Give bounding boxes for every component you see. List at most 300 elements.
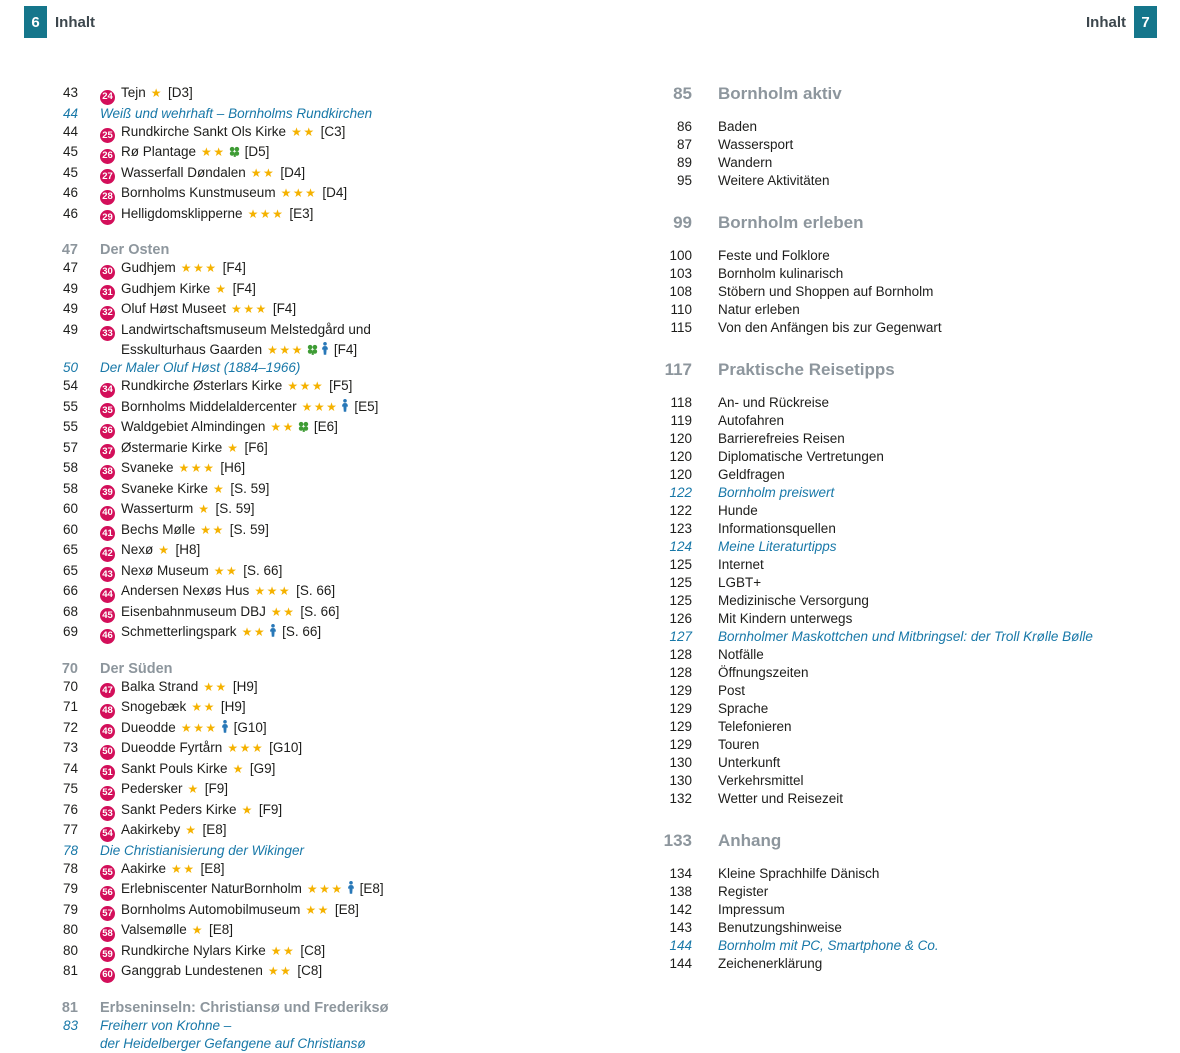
entry-title: Register [718, 884, 769, 899]
page-number: 46 [62, 205, 78, 221]
map-grid-reference: [H8] [175, 542, 201, 557]
entry-title: Andersen Nexøs Hus [121, 583, 250, 598]
entry-content [718, 831, 781, 851]
toc-body [0, 38, 1180, 1053]
toc-entry [630, 118, 1093, 136]
map-grid-reference: [E3] [289, 205, 314, 221]
poi-number-badge: 53 [100, 806, 115, 821]
entry-title: Bornholm erleben [718, 213, 864, 232]
toc-entry [630, 556, 1093, 574]
page-number: 65 [62, 542, 78, 557]
page-number: 127 [669, 629, 692, 644]
entry-title: Erlebniscenter NaturBornholm [121, 881, 302, 896]
toc-entry [630, 919, 1093, 937]
toc-entry [30, 164, 600, 185]
poi-number-badge: 47 [100, 683, 115, 698]
entry-title: Feste und Folklore [718, 248, 830, 263]
entry-title: Medizinische Versorgung [718, 593, 869, 608]
page-number: 143 [669, 920, 692, 935]
page-number: 110 [670, 302, 692, 317]
toc-entry [30, 780, 600, 801]
rating-stars: ★★★ [287, 379, 325, 393]
page-number: 144 [669, 956, 692, 971]
rating-stars: ★ [227, 440, 240, 455]
page-number: 45 [62, 164, 78, 180]
poi-number-badge: 51 [100, 765, 115, 780]
rating-stars: ★★★ [301, 399, 339, 414]
page-number: 117 [664, 360, 692, 379]
entry-title: Nexø Museum [121, 562, 209, 578]
map-grid-reference: [D5] [244, 144, 270, 159]
essay-title: Meine Literaturtipps [718, 539, 837, 554]
poi-number-badge: 42 [100, 547, 115, 562]
entry-content [100, 184, 347, 205]
map-grid-reference: [G9] [249, 760, 276, 776]
toc-entry [30, 942, 600, 963]
map-grid-reference: [G10] [269, 740, 303, 755]
toc-subheading [30, 241, 600, 259]
toc-entry [30, 860, 600, 881]
entry-content [100, 880, 384, 901]
entry-content [718, 700, 768, 718]
toc-entry [30, 398, 600, 419]
entry-title: Bornholm aktiv [718, 84, 842, 103]
header-right [1086, 6, 1157, 38]
entry-title: Aakirke [121, 860, 167, 876]
page-number: 103 [669, 266, 692, 281]
poi-number-badge: 30 [100, 265, 115, 280]
poi-number-badge: 50 [100, 745, 115, 760]
poi-number-badge: 43 [100, 567, 115, 582]
rating-stars: ★ [215, 281, 228, 296]
toc-right-column [600, 84, 1093, 1053]
entry-content [718, 172, 830, 190]
entry-title: Schmetterlingspark [121, 624, 237, 639]
entry-content [718, 247, 830, 265]
entry-content [718, 136, 793, 154]
page-number: 134 [669, 866, 692, 881]
page-number-block-left: 6 [24, 6, 47, 38]
toc-entry [30, 184, 600, 205]
entry-content [100, 921, 233, 942]
poi-number-badge: 59 [100, 947, 115, 962]
entry-title: Sprache [718, 701, 769, 716]
map-grid-reference: [S. 66] [300, 603, 340, 619]
entry-content [718, 955, 822, 973]
entry-title: Wetter und Reisezeit [718, 791, 844, 806]
page-number: 71 [62, 699, 78, 714]
entry-content [100, 660, 173, 678]
entry-title: Oluf Høst Museet [121, 301, 227, 316]
toc-entry [30, 143, 600, 164]
clover-icon [229, 145, 240, 160]
map-grid-reference: [F4] [232, 280, 256, 296]
toc-entry [30, 418, 600, 439]
map-grid-reference: [E8] [209, 922, 234, 937]
entry-title: Wassersport [718, 137, 794, 152]
entry-content [718, 301, 800, 319]
rating-stars: ★★ [250, 165, 276, 180]
rating-stars: ★★ [270, 943, 296, 958]
entry-content [718, 118, 757, 136]
toc-entry [630, 718, 1093, 736]
page-number: 129 [669, 719, 692, 734]
page-number: 125 [669, 593, 692, 608]
rating-stars: ★★★ [254, 584, 292, 598]
entry-title: Von den Anfängen bis zur Gegenwart [718, 320, 942, 335]
page-number: 99 [673, 213, 692, 232]
poi-number-badge: 37 [100, 444, 115, 459]
map-grid-reference: [F4] [272, 301, 297, 316]
entry-content [718, 610, 852, 628]
entry-title: Valsemølle [121, 922, 187, 937]
toc-entry [630, 664, 1093, 682]
toc-entry [30, 259, 600, 280]
entry-title: Snogebæk [121, 699, 187, 714]
entry-content [718, 520, 836, 538]
page-number: 44 [62, 123, 78, 139]
toc-entry [630, 136, 1093, 154]
family-icon [341, 400, 349, 415]
entry-title: Bornholms Kunstmuseum [121, 185, 276, 200]
entry-title: Benutzungshinweise [718, 920, 842, 935]
page-number: 138 [669, 884, 692, 899]
page-number: 60 [62, 521, 78, 537]
map-grid-reference: [S. 59] [229, 521, 269, 537]
essay-title: Der Maler Oluf Høst (1884–1966) [100, 360, 301, 375]
toc-entry [30, 480, 600, 501]
poi-number-badge: 49 [100, 724, 115, 739]
page-number: 77 [62, 822, 78, 837]
entry-title: Praktische Reisetipps [718, 360, 895, 379]
entry-content [100, 359, 300, 377]
entry-content [100, 480, 269, 501]
poi-number-badge: 45 [100, 608, 115, 623]
page-number: 108 [669, 284, 692, 299]
rating-stars: ★★ [213, 563, 239, 578]
map-grid-reference: [F9] [204, 781, 229, 796]
map-grid-reference: [E6] [313, 419, 338, 434]
poi-number-badge: 31 [100, 285, 115, 300]
entry-title: Tejn [121, 85, 146, 100]
map-grid-reference: [C3] [320, 123, 346, 139]
page-number: 129 [669, 737, 692, 752]
page-number: 57 [62, 439, 78, 455]
page-number: 58 [62, 460, 78, 475]
page-number: 72 [62, 719, 78, 735]
poi-number-badge: 40 [100, 506, 115, 521]
toc-entry [630, 955, 1093, 973]
page-number: 49 [62, 280, 78, 296]
page-number: 75 [62, 781, 78, 796]
entry-content [718, 937, 939, 955]
entry-content [100, 123, 345, 144]
toc-entry [630, 592, 1093, 610]
entry-content [100, 942, 325, 963]
toc-entry [30, 439, 600, 460]
page-number: 76 [62, 801, 78, 817]
entry-title: Bechs Mølle [121, 521, 196, 537]
entry-title: Autofahren [718, 413, 785, 428]
page-number: 73 [62, 740, 78, 755]
entry-content [100, 999, 388, 1017]
entry-content [718, 538, 837, 556]
rating-stars: ★★★ [280, 186, 318, 200]
page-number: 70 [61, 660, 78, 677]
rating-stars: ★★ [270, 604, 296, 619]
page-number: 49 [62, 321, 78, 337]
poi-number-badge: 26 [100, 149, 115, 164]
page-number: 44 [62, 105, 78, 121]
entry-title: LGBT+ [718, 575, 762, 590]
toc-entry [630, 790, 1093, 808]
entry-title: Mit Kindern unterwegs [718, 611, 853, 626]
toc-entry [630, 247, 1093, 265]
entry-content [100, 521, 269, 542]
entry-content [718, 592, 869, 610]
page-number: 128 [669, 665, 692, 680]
entry-content [100, 500, 255, 521]
page-number: 68 [62, 603, 78, 619]
entry-content [718, 628, 1093, 646]
map-grid-reference: [F4] [333, 342, 358, 357]
page-number: 47 [62, 260, 78, 275]
entry-title: An- und Rückreise [718, 395, 830, 410]
rating-stars: ★ [191, 923, 205, 937]
entry-content [100, 801, 282, 822]
poi-number-badge: 54 [100, 827, 115, 842]
rating-stars: ★★★ [231, 302, 268, 316]
entry-title: Natur erleben [718, 302, 800, 317]
page-number: 54 [62, 378, 78, 393]
toc-entry [630, 736, 1093, 754]
page-number: 85 [673, 84, 692, 103]
page-number: 60 [62, 501, 78, 516]
page-number: 47 [61, 242, 78, 258]
map-grid-reference: [F5] [329, 378, 353, 393]
entry-title: Gudhjem Kirke [121, 280, 211, 296]
header-left [24, 6, 95, 38]
page-number: 87 [676, 137, 692, 152]
map-grid-reference: [C8] [300, 942, 326, 958]
toc-section-heading [630, 213, 1093, 233]
poi-number-badge: 36 [100, 424, 115, 439]
page-number: 78 [62, 842, 78, 858]
toc-entry [630, 283, 1093, 301]
toc-entry [630, 682, 1093, 700]
essay-title: Die Christianisierung der Wikinger [100, 842, 304, 858]
rating-stars: ★ [232, 761, 245, 776]
entry-content [718, 213, 863, 233]
toc-entry [630, 901, 1093, 919]
toc-essay-entry [30, 359, 600, 377]
page-number: 142 [669, 902, 692, 917]
toc-entry [30, 719, 600, 740]
entry-content [100, 780, 228, 801]
page-number: 125 [669, 575, 692, 590]
page-number: 120 [669, 449, 692, 464]
toc-section-heading [630, 831, 1093, 851]
page-number: 130 [669, 773, 692, 788]
rating-stars: ★★ [200, 522, 225, 537]
map-grid-reference: [H9] [220, 699, 246, 714]
page-number: 120 [669, 467, 692, 482]
toc-entry [30, 901, 600, 922]
entry-title: Balka Strand [121, 678, 199, 694]
toc-entry [630, 646, 1093, 664]
entry-content [100, 439, 268, 460]
entry-content [100, 603, 339, 624]
map-grid-reference: [F4] [222, 260, 246, 275]
entry-content [718, 394, 829, 412]
entry-title: Post [718, 683, 746, 698]
toc-entry [630, 754, 1093, 772]
family-icon [347, 882, 355, 897]
toc-essay-entry [30, 1017, 600, 1053]
poi-number-badge: 25 [100, 128, 115, 143]
entry-content [718, 412, 784, 430]
toc-entry [630, 301, 1093, 319]
page-number: 55 [62, 419, 78, 434]
map-grid-reference: [D3] [168, 85, 193, 100]
page-number: 120 [669, 431, 692, 446]
page-number: 79 [62, 881, 78, 896]
entry-title: Baden [718, 119, 758, 134]
page-number: 132 [669, 791, 692, 806]
entry-title: Telefonieren [718, 719, 792, 734]
page-number: 119 [670, 413, 692, 428]
entry-content [718, 360, 895, 380]
entry-second-line [100, 1035, 366, 1053]
entry-title: Eisenbahnmuseum DBJ [121, 603, 266, 619]
entry-content [100, 143, 269, 164]
entry-title: Svaneke [121, 460, 174, 475]
rating-stars: ★★★ [247, 206, 285, 221]
entry-title: Diplomatische Vertretungen [718, 449, 884, 464]
map-grid-reference: [E5] [354, 398, 379, 414]
entry-title: Ganggrab Lundestenen [121, 963, 263, 978]
toc-section-heading [630, 360, 1093, 380]
toc-entry [30, 678, 600, 699]
toc-entry [630, 520, 1093, 538]
toc-entry [30, 821, 600, 842]
rating-stars: ★★ [203, 679, 228, 694]
rating-stars: ★ [241, 802, 254, 817]
entry-content [718, 430, 845, 448]
poi-number-badge: 24 [100, 90, 115, 105]
entry-content [718, 772, 804, 790]
entry-title: Gudhjem [121, 260, 176, 275]
entry-title: Stöbern und Shoppen auf Bornholm [718, 284, 934, 299]
rating-stars: ★★ [201, 145, 226, 159]
entry-title-continued: der Heidelberger Gefangene auf Christiansø [100, 1035, 366, 1051]
page-number: 123 [669, 521, 692, 536]
map-grid-reference: [E8] [334, 901, 359, 917]
entry-content [718, 865, 879, 883]
family-icon [221, 721, 229, 736]
entry-title: Rundkirche Østerlars Kirke [121, 378, 283, 393]
clover-icon [307, 343, 318, 358]
entry-content [100, 84, 193, 105]
poi-number-badge: 58 [100, 927, 115, 942]
entry-content [718, 574, 761, 592]
entry-title-continued: Esskulturhaus Gaarden [121, 342, 263, 357]
map-grid-reference: [E8] [202, 822, 227, 837]
entry-title: Touren [718, 737, 760, 752]
entry-title: Impressum [718, 902, 785, 917]
entry-title: Rundkirche Nylars Kirke [121, 942, 266, 958]
entry-content [718, 154, 772, 172]
page-number: 43 [62, 85, 78, 100]
entry-content [100, 164, 305, 185]
poi-number-badge: 56 [100, 886, 115, 901]
page-number: 45 [62, 144, 78, 159]
entry-content [100, 821, 227, 842]
toc-essay-entry [30, 105, 600, 123]
page-number: 80 [62, 942, 78, 958]
poi-number-badge: 60 [100, 968, 115, 983]
entry-title: Sankt Pouls Kirke [121, 760, 228, 776]
entry-title: Rundkirche Sankt Ols Kirke [121, 123, 287, 139]
map-grid-reference: [G10] [233, 719, 267, 735]
entry-title: Kleine Sprachhilfe Dänisch [718, 866, 880, 881]
toc-entry [30, 377, 600, 398]
rating-stars: ★★ [191, 700, 216, 714]
rating-stars: ★★★ [227, 741, 265, 755]
page-number: 133 [663, 831, 692, 850]
entry-content [100, 300, 296, 321]
entry-content [718, 319, 942, 337]
map-grid-reference: [E8] [200, 860, 225, 876]
page-number: 124 [669, 539, 692, 554]
entry-content [100, 241, 169, 259]
page-number: 58 [62, 480, 78, 496]
entry-second-line [100, 341, 371, 359]
entry-title: Barrierefreies Reisen [718, 431, 845, 446]
poi-number-badge: 39 [100, 485, 115, 500]
entry-title: Aakirkeby [121, 822, 181, 837]
entry-content [100, 1017, 366, 1053]
page-number: 125 [669, 557, 692, 572]
map-grid-reference: [D4] [322, 185, 348, 200]
page-number: 122 [669, 485, 692, 500]
rating-stars: ★★ [267, 964, 293, 978]
entry-content [100, 280, 256, 301]
entry-content [100, 698, 246, 719]
entry-content [718, 664, 809, 682]
poi-number-badge: 29 [100, 210, 115, 225]
toc-essay-entry [30, 842, 600, 860]
page-number: 81 [61, 999, 78, 1016]
entry-title: Svaneke Kirke [121, 480, 209, 496]
entry-content [718, 736, 759, 754]
page-number: 86 [676, 119, 692, 134]
toc-essay-entry [630, 538, 1093, 556]
essay-title: Bornholm preiswert [718, 485, 835, 500]
toc-section-heading [630, 84, 1093, 104]
toc-entry [30, 921, 600, 942]
entry-content [100, 901, 359, 922]
map-grid-reference: [F9] [258, 801, 283, 817]
entry-title: Sankt Peders Kirke [121, 801, 237, 817]
entry-content [718, 502, 758, 520]
entry-content [718, 790, 843, 808]
entry-content [718, 466, 785, 484]
page-number: 100 [669, 248, 692, 263]
toc-entry [30, 321, 600, 360]
entry-title: Rø Plantage [121, 144, 197, 159]
toc-entry [630, 394, 1093, 412]
